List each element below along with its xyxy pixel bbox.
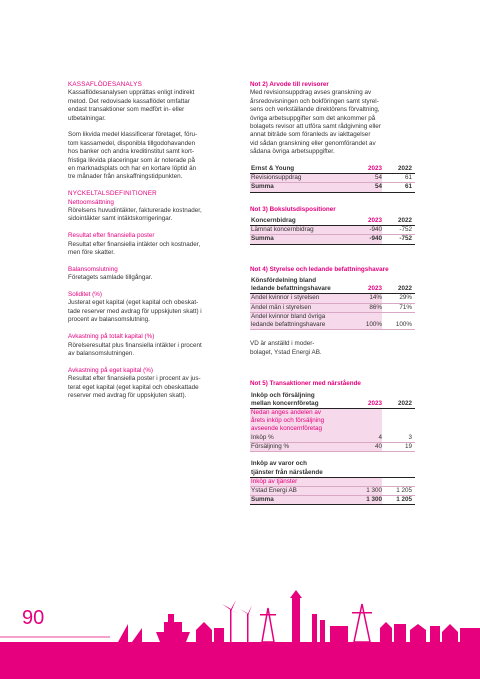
row-value-2022: 61 [382, 174, 415, 183]
sum-label: Summa [250, 235, 354, 244]
text-line: hos banker och andra kreditinstitut samt kort- [68, 148, 194, 156]
kassaflode-paragraph-2 [68, 131, 228, 181]
header-year-2023: 2023 [354, 392, 382, 409]
note-5-table [250, 392, 415, 506]
text-line: tre månader från anskaffningstidpunkten. [68, 173, 183, 181]
table-header [250, 217, 415, 226]
header-label: Ernst & Young [250, 165, 354, 174]
row-label: Inköp % [250, 434, 354, 443]
table-sum-row [250, 235, 415, 244]
header-label-line: Inköp och försäljning [251, 391, 315, 399]
text-line: övriga arbetsuppgifter som det ankommer på [250, 114, 376, 122]
row-value-2023: 4 [354, 434, 382, 443]
note-3-table [250, 217, 415, 245]
row-label-line: ledande befattningshavare [251, 321, 326, 329]
table-section-header [250, 460, 415, 477]
left-column [68, 81, 228, 409]
row-value-2023: 86% [354, 303, 382, 312]
header-year-2022: 2022 [382, 277, 415, 294]
definition-soliditet [68, 291, 228, 325]
header-year-2022: 2022 [382, 217, 415, 226]
table-row [250, 442, 415, 451]
definition-term: Resultat efter finansiella poster [68, 232, 155, 240]
header-year-2022: 2022 [382, 165, 415, 174]
definition-resultat [68, 232, 228, 257]
row-value-2022: 3 [382, 434, 415, 443]
row-label: Lämnat koncernbidrag [250, 226, 354, 235]
section-label-line: Inköp av varor och [251, 460, 307, 468]
text-line: men före skatter. [68, 249, 115, 257]
table-intro-row [250, 408, 415, 433]
text-line: terat eget kapital (eget kapital och obeskattade [68, 383, 199, 391]
text-line: fristiga likvida placeringar som är noterade på [68, 156, 196, 164]
sum-value-2023: 1 300 [354, 496, 382, 505]
note-4 [250, 266, 415, 357]
header-year-2023: 2023 [354, 277, 382, 294]
row-value-2022: -752 [382, 226, 415, 235]
definition-avkastning-totalt [68, 333, 228, 358]
sum-value-2022: 61 [382, 183, 415, 192]
table-row [250, 294, 415, 303]
row-label: Ystad Energi AB [250, 487, 354, 496]
note-3 [250, 206, 415, 245]
sum-value-2023: -940 [354, 235, 382, 244]
table-sum-row [250, 183, 415, 192]
nyckeltal-heading: NYCKELTALSDEFINITIONER [68, 190, 157, 198]
sum-value-2022: 1 205 [382, 496, 415, 505]
sum-label: Summa [250, 496, 354, 505]
header-year-2023: 2023 [354, 217, 382, 226]
definition-term: Balansomslutning [68, 265, 118, 273]
note-4-title: Not 4) Styrelse och ledande befattningshavare [250, 265, 389, 273]
table-sub-row [250, 477, 415, 486]
text-line: årsredovisningen och bokföringen samt styrel- [250, 97, 379, 105]
text-line: vid sådan granskning eller genomförandet av [250, 139, 376, 147]
table-header [250, 392, 415, 409]
definition-term: Avkastning på totalt kapital (%) [68, 333, 155, 341]
row-label: Revisionsuppdrag [250, 174, 354, 183]
text-line: procent av balansomslutning. [68, 316, 150, 324]
table-header [250, 277, 415, 294]
text-line: Rörelseresultat plus finansiella intäkter i procent [68, 341, 202, 349]
row-value-2023: 40 [354, 442, 382, 451]
note-5-title: Not 5) Transaktioner med närstående [250, 380, 361, 388]
row-value-2023: 14% [354, 294, 382, 303]
sub-label: Inköp av tjänster [250, 477, 354, 486]
right-column [250, 81, 415, 505]
text-line: avseende koncernföretag [251, 425, 323, 433]
row-value-2022: 1 205 [382, 487, 415, 496]
table-row [250, 434, 415, 443]
table-row [250, 487, 415, 496]
header-label: Koncernbidrag [250, 217, 354, 226]
text-line: Nedan anges andelen av [251, 408, 322, 416]
text-line: av balansomslutningen. [68, 349, 135, 357]
definition-nettoomsattning [68, 199, 228, 224]
text-line: bolaget, Ystad Energi AB. [250, 348, 322, 356]
text-line: sådana övriga arbetsuppgifter. [250, 148, 335, 156]
kassaflode-paragraph-1 [68, 89, 228, 123]
row-label: Försäljning % [250, 442, 354, 451]
section-label-line: tjänster från närstående [251, 468, 323, 476]
definition-term: Soliditet (%) [68, 291, 102, 299]
text-line: Resultat efter finansiella intäkter och kostnader, [68, 240, 201, 248]
text-line: tade reserver med avdrag för uppskjuten skatt) i [68, 307, 202, 315]
header-year-2023: 2023 [354, 165, 382, 174]
text-line: bolagets revisor att utföra samt rådgivning eller [250, 123, 381, 131]
text-line: Justerat eget kapital (eget kapital och obeskat- [68, 299, 199, 307]
definition-balansomslutning [68, 266, 228, 283]
sum-label: Summa [250, 183, 354, 192]
section-label [250, 460, 354, 477]
text-line: annat biträde som föranleds av iakttagelser [250, 131, 371, 139]
note-4-table [250, 277, 415, 330]
sum-value-2023: 54 [354, 183, 382, 192]
note-2-table [250, 165, 415, 193]
header-label [250, 392, 354, 409]
row-label: Andel män i styrelsen [250, 303, 354, 312]
text-line: reserver med avdrag för uppskjuten skatt). [68, 391, 187, 399]
header-label-line: Könsfördelning bland [251, 277, 317, 285]
definition-term: Avkastning på eget kapital (%) [68, 366, 153, 374]
text-line: VD är anställd i moder- [250, 340, 315, 348]
intro-text [250, 408, 354, 433]
sum-value-2022: -752 [382, 235, 415, 244]
text-line: Kassaflödesanalysen upprättas enligt indirekt [68, 89, 195, 97]
text-line: årets inköp och försäljning [251, 417, 325, 425]
table-header [250, 165, 415, 174]
note-4-footnote [250, 340, 415, 357]
text-line: endast transaktioner som medfört in- eller [68, 106, 185, 114]
page-number: 90 [22, 607, 45, 629]
header-label-line: mellan koncernföretag [251, 399, 319, 407]
row-label: Andel kvinnor i styrelsen [250, 294, 354, 303]
header-label-line: ledande befattningshavare [251, 285, 331, 293]
text-line: Företagets samlade tillgångar. [68, 274, 153, 282]
row-label-line: Andel kvinnor bland övriga [251, 312, 326, 320]
text-line: sens och verkställande direktörens förvaltning, [250, 106, 380, 114]
note-2 [250, 81, 415, 193]
header-year-2022: 2022 [382, 392, 415, 409]
row-value-2022: 100% [382, 312, 415, 329]
text-line: Resultat efter finansiella poster i procent av jus- [68, 375, 201, 383]
text-line: sidointäkter samt intäktskorrigeringar. [68, 215, 173, 223]
text-line: Med revisionsuppdrag avses granskning av [250, 89, 372, 97]
header-label [250, 277, 354, 294]
row-value-2022: 71% [382, 303, 415, 312]
text-line: Som likvida medel klassificerar företaget, föru- [68, 131, 198, 139]
row-label [250, 312, 354, 329]
note-2-title: Not 2) Arvode till revisorer [250, 81, 329, 88]
table-row [250, 174, 415, 183]
kassaflode-heading: KASSAFLÖDESANALYS [68, 81, 142, 88]
note-2-text [250, 89, 415, 156]
row-value-2023: 100% [354, 312, 382, 329]
table-sum-row [250, 496, 415, 505]
table-row [250, 312, 415, 329]
row-value-2023: 1 300 [354, 487, 382, 496]
row-value-2022: 29% [382, 294, 415, 303]
definition-avkastning-eget [68, 367, 228, 401]
footer-skyline-illustration [0, 584, 480, 679]
definition-term: Nettoomsättning [68, 198, 114, 206]
text-line: Rörelsens huvudintäkter, fakturerade kostnader, [68, 207, 202, 215]
table-row [250, 303, 415, 312]
note-5 [250, 380, 415, 505]
text-line: utbetalningar. [68, 114, 106, 122]
text-line: tom kassamedel, disponibla tillgodohavanden [68, 139, 196, 147]
row-value-2023: -940 [354, 226, 382, 235]
table-row [250, 226, 415, 235]
text-line: metod. Det redovisade kassaflödet omfattar [68, 97, 190, 105]
table-gap [250, 451, 415, 460]
row-value-2023: 54 [354, 174, 382, 183]
note-3-title: Not 3) Bokslutsdispositioner [250, 205, 336, 213]
row-value-2022: 19 [382, 442, 415, 451]
text-line: en marknadsplats och har en kortare löptid än [68, 165, 197, 173]
